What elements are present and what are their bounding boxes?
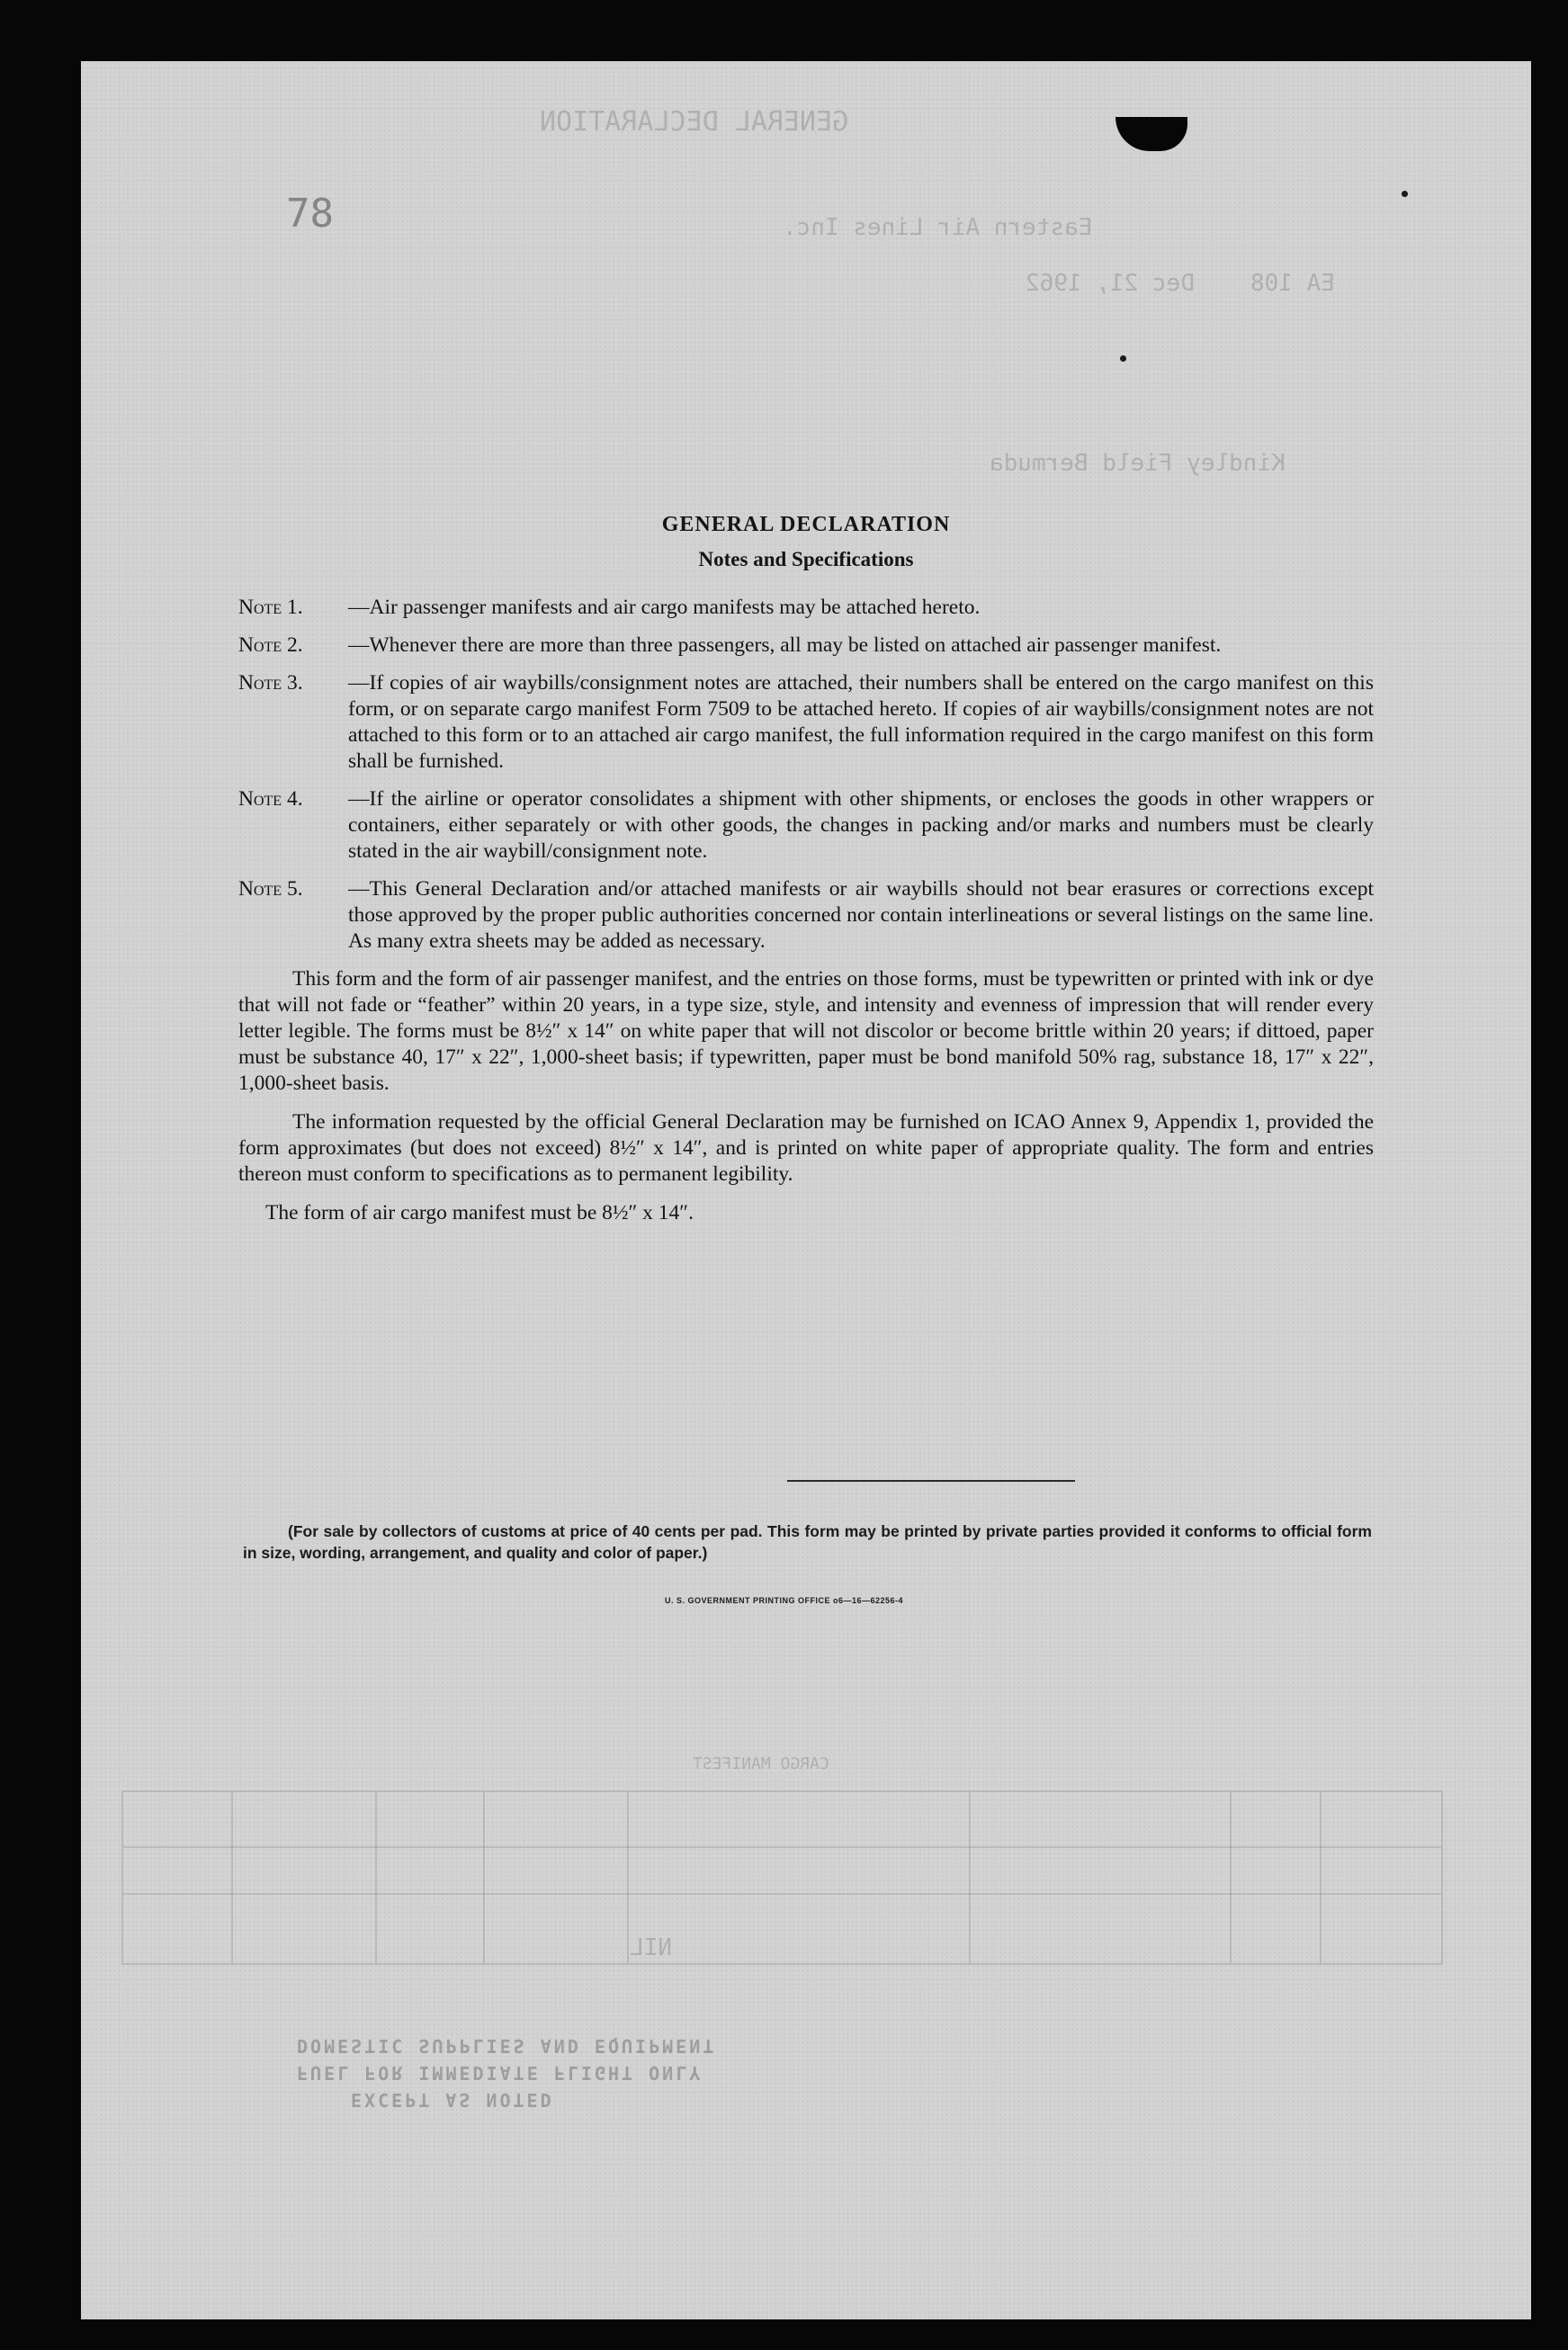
ghost-stamp-line-3: EXCEPT AS NOTED bbox=[351, 2089, 554, 2111]
printer-imprint: U. S. GOVERNMENT PRINTING OFFICE o6—16—62256-4 bbox=[664, 1596, 904, 1605]
ink-dot bbox=[1120, 355, 1126, 362]
note-5 bbox=[238, 876, 1374, 955]
cargo-manifest-size-line: The form of air cargo manifest must be 8½″ x 14″. bbox=[265, 1201, 694, 1224]
note-1 bbox=[238, 595, 1374, 621]
note-label: Note 4. bbox=[238, 787, 303, 811]
sale-notice: (For sale by collectors of customs at price of 40 cents per pad. This form may be printed by private parties provided it conforms to official form in size, wording, arrangement, and quality and color of paper.) bbox=[243, 1522, 1372, 1562]
note-text: —This General Declaration and/or attached manifests or air waybills should not bear erasures or corrections except those approved by the proper public authorities concerned nor contain interlineations or several listings on the same line. As many extra sheets may be added as necessary. bbox=[348, 877, 1374, 953]
paper-specification-paragraph: This form and the form of air passenger manifest, and the entries on those forms, must be typewritten or printed with ink or dye that will not fade or “feather” within 20 years, in a type size, style, and intensity and evenness of impression that will render every letter legible. The forms must be 8½″ x 14″ on white paper that will not discolor or become brittle within 20 years; if dittoed, paper must be substance 40, 17″ x 22″, 1,000-sheet basis; if typewritten, paper must be bond manifold 50% rag, substance 18, 17″ x 22″, 1,000-sheet basis. bbox=[238, 967, 1374, 1095]
ghost-stamp-line-1: DOMESTIC SUPPLIES AND EQUIPMENT bbox=[297, 2035, 717, 2057]
icao-paragraph: The information requested by the official General Declaration may be furnished on ICAO Annex 9, Appendix 1, provided the form approximates (but does not exceed) 8½″ x 14″, and is printed on white paper of appropriate quality. The form and entries thereon must conform to specifications as to permanent legibility. bbox=[238, 1110, 1374, 1186]
ghost-flight: EA 108 bbox=[1250, 270, 1335, 297]
divider-rule bbox=[787, 1480, 1075, 1482]
note-2 bbox=[238, 632, 1374, 659]
note-text: —If copies of air waybills/consignment notes are attached, their numbers shall be entered on the cargo manifest on this form, or on separate cargo manifest Form 7509 to be attached hereto. If copies of air waybills/consignment notes are not attached to this form or to an attached air cargo manifest, the full information required in the cargo manifest on this form shall be furnished. bbox=[348, 671, 1374, 773]
torn-corner bbox=[1116, 117, 1187, 151]
ghost-nil: NIL bbox=[630, 1934, 672, 1961]
note-label: Note 3. bbox=[238, 671, 303, 695]
ghost-stamp-line-2: FUEL FOR IMMEDIATE FLIGHT ONLY bbox=[297, 2062, 703, 2084]
note-3 bbox=[238, 670, 1374, 775]
document-heading: GENERAL DECLARATION bbox=[661, 513, 951, 536]
note-4 bbox=[238, 786, 1374, 865]
note-label: Note 2. bbox=[238, 633, 303, 657]
note-text: —Whenever there are more than three passengers, all may be listed on attached air passenger manifest. bbox=[348, 633, 1222, 657]
ink-dot bbox=[1402, 191, 1408, 197]
ghost-cargo-section: CARGO MANIFEST bbox=[693, 1754, 829, 1773]
note-text: —Air passenger manifests and air cargo manifests may be attached hereto. bbox=[348, 596, 981, 619]
note-label: Note 5. bbox=[238, 877, 303, 901]
ghost-header-title: GENERAL DECLARATION bbox=[540, 106, 849, 138]
page-number: 78 bbox=[286, 191, 334, 237]
notes-section bbox=[238, 513, 1374, 1239]
ghost-route: Kindley Field Bermuda bbox=[990, 450, 1286, 477]
ghost-date: Dec 21, 1962 bbox=[1026, 270, 1195, 297]
ghost-cargo-table bbox=[121, 1790, 1443, 1965]
note-text: —If the airline or operator consolidates a shipment with other shipments, or encloses the goods in other wrappers or containers, either separately or with other goods, the changes in packing and/or marks and numbers must be clearly stated in the air waybill/consignment note. bbox=[348, 787, 1374, 863]
ghost-operator: Eastern Air Lines Inc. bbox=[783, 214, 1093, 241]
document-subheading: Notes and Specifications bbox=[698, 548, 914, 570]
note-label: Note 1. bbox=[238, 596, 303, 619]
